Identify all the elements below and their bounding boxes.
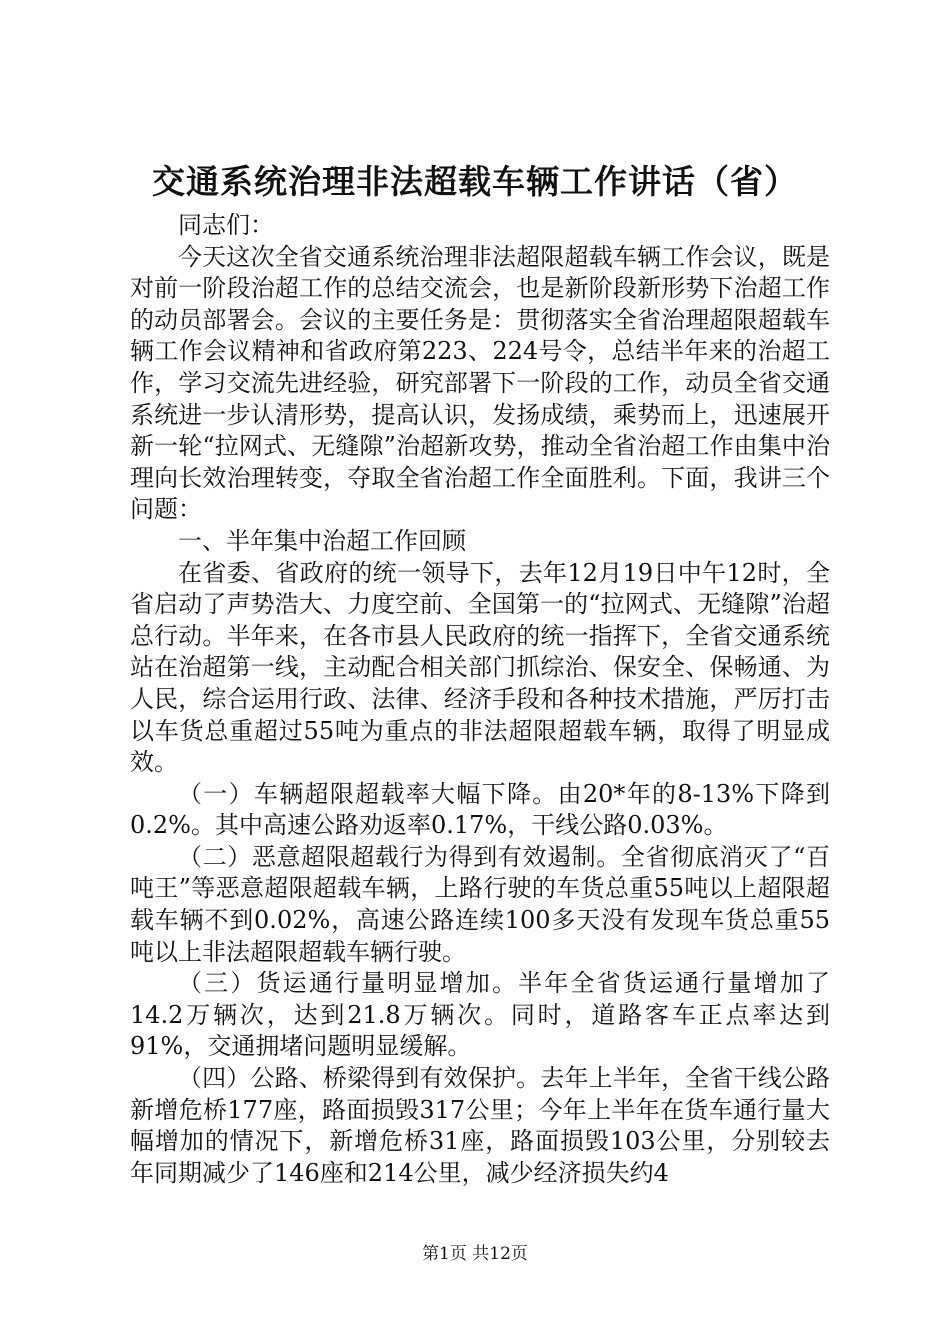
document-body — [130, 210, 830, 1189]
page-number-footer: 第1页 共12页 — [422, 1244, 528, 1264]
paragraph-intro: 今天这次全省交通系统治理非法超限超载车辆工作会议，既是对前一阶段治超工作的总结交流会，也是新阶段新形势下治超工作的动员部署会。会议的主要任务是：贯彻落实全省治理超限超载车辆工作会议精神和省政府第223、224号令，总结半年来的治超工作，学习交流先进经验，研究部署下一阶段的工作，动员全省交通系统进一步认清形势，提高认识，发扬成绩，乘势而上，迅速展开新一轮“拉网式、无缝隙”治超新攻势，推动全省治超工作由集中治理向长效治理转变，夺取全省治超工作全面胜利。下面，我讲三个问题： — [130, 242, 830, 524]
paragraph-point-3: （三）货运通行量明显增加。半年全省货运通行量增加了14.2万辆次，达到21.8万辆次。同时，道路客车正点率达到91%，交通拥堵问题明显缓解。 — [130, 969, 830, 1061]
paragraph-point-1: （一）车辆超限超载率大幅下降。由20*年的8-13%下降到0.2%。其中高速公路劝返率0.17%，干线公路0.03%。 — [130, 779, 830, 840]
salutation: 同志们： — [178, 211, 274, 239]
paragraph-point-4: （四）公路、桥梁得到有效保护。去年上半年，全省干线公路新增危桥177座，路面损毁317公里；今年上半年在货车通行量大幅增加的情况下，新增危桥31座，路面损毁103公里，分别较去年同期减少了146座和214公里，减少经济损失约4 — [130, 1064, 830, 1187]
paragraph-review: 在省委、省政府的统一领导下，去年12月19日中午12时，全省启动了声势浩大、力度空前、全国第一的“拉网式、无缝隙”治超总行动。半年来，在各市县人民政府的统一指挥下，全省交通系统站在治超第一线，主动配合相关部门抓综治、保安全、保畅通、为人民，综合运用行政、法律、经济手段和各种技术措施，严厉打击以车货总重超过55吨为重点的非法超限超载车辆，取得了明显成效。 — [130, 558, 830, 777]
section-heading: 一、半年集中治超工作回顾 — [178, 526, 466, 555]
document-title: 交通系统治理非法超载车辆工作讲话（省） — [152, 162, 798, 201]
paragraph-point-2: （二）恶意超限超载行为得到有效遏制。全省彻底消灭了“百吨王”等恶意超限超载车辆，上路行驶的车货总重55吨以上超限超载车辆不到0.02%，高速公路连续100多天没有发现车货总重55吨以上非法超限超载车辆行驶。 — [130, 842, 830, 966]
